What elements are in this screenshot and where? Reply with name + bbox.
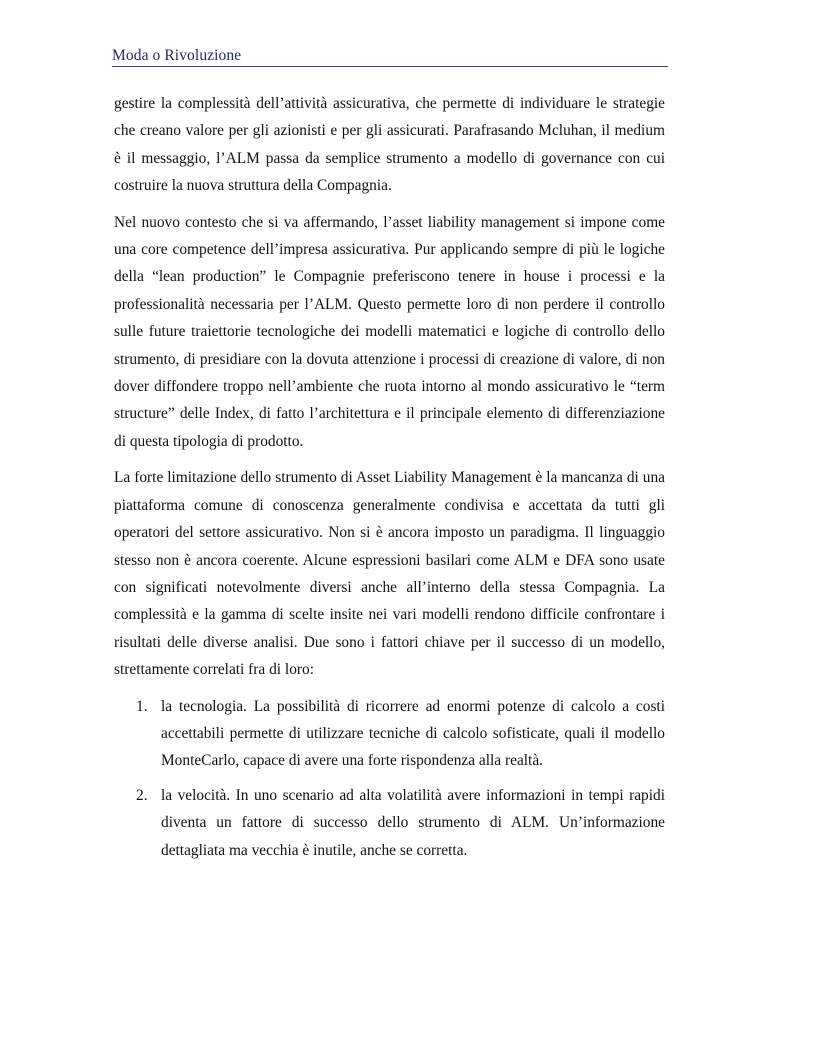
list-item [114,693,665,775]
paragraph: gestire la complessità dell’attività assicurativa, che permette di individuare le strategie che creano valore per gli azionisti e per gli assicurati. Parafrasando Mcluhan, il medium è il messaggio, l’ALM passa da semplice strumento a modello di governance con cui costruire la nuova struttura della Compagnia. [114,95,665,195]
paragraph: La forte limitazione dello strumento di Asset Liability Management è la mancanza di una piattaforma comune di conoscenza generalmente condivisa e accettata da tutti gli operatori del settore assicurativo. Non si è ancora imposto un paradigma. Il linguaggio stesso non è ancora coerente. Alcune espressioni basilari come ALM e DFA sono usate con significati notevolmente diversi anche all’interno della stessa Compagnia. La complessità e la gamma di scelte insite nei vari modelli rendono difficile confrontare i risultati delle diverse analisi. Due sono i fattori chiave per il successo di un modello, strettamente correlati fra di loro: [114,469,665,679]
list-number: 1. [136,697,148,715]
numbered-list [114,693,665,864]
header-title: Moda o Rivoluzione [112,47,242,64]
list-item-text: la velocità. In uno scenario ad alta volatilità avere informazioni in tempi rapidi diventa un fattore di successo dello strumento di ALM. Un’informazione dettagliata ma vecchia è inutile, anche se corretta. [161,786,665,859]
list-number: 2. [136,786,148,804]
list-item [114,782,665,864]
running-header [112,47,668,67]
paragraph: Nel nuovo contesto che si va affermando, l’asset liability management si impone come una core competence dell’impresa assicurativa. Pur applicando sempre di più le logiche della “lean production” le Compagnie preferiscono tenere in house i processi e la professionalità necessaria per l’ALM. Questo permette loro di non perdere il controllo sulle future traiettorie tecnologiche dei modelli matematici e logiche di controllo dello strumento, di presidiare con la dovuta attenzione i processi di creazione di valore, di non dover diffondere troppo nell’ambiente che ruota intorno al mondo assicurativo le “term structure” delle Index, di fatto l’architettura e il principale elemento di differenziazione di questa tipologia di prodotto. [114,213,665,450]
body-text [114,90,665,871]
list-item-text: la tecnologia. La possibilità di ricorrere ad enormi potenze di calcolo a costi accettabili permette di utilizzare tecniche di calcolo sofisticate, quali il modello MonteCarlo, capace di avere una forte rispondenza alla realtà. [161,697,665,770]
